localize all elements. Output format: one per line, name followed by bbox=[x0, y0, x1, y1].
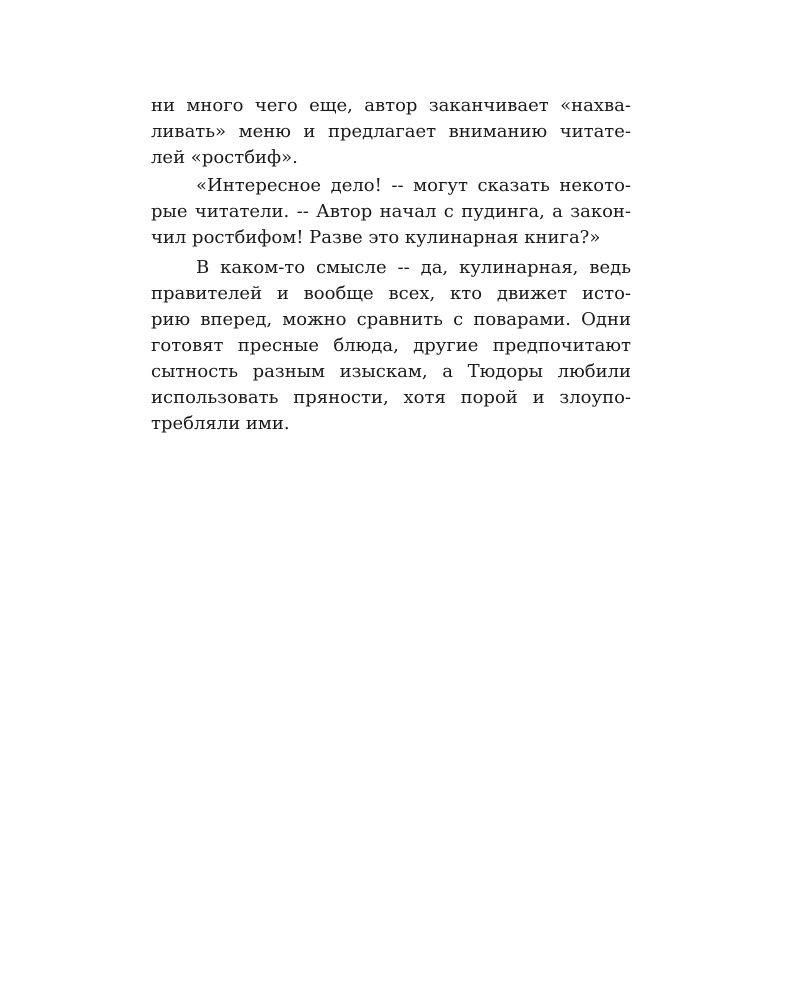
text-line: чил ростбифом! Разве это кулинарная книга?» bbox=[151, 227, 601, 248]
text-line: правителей и вообще всех, кто движет исто- bbox=[151, 283, 631, 304]
text-line: готовят пресные блюда, другие предпочитают bbox=[151, 335, 631, 356]
text-line: рые читатели. -- Автор начал с пудинга, а закон- bbox=[151, 201, 631, 222]
text-line: требляли ими. bbox=[151, 413, 290, 434]
text-line: сытность разным изыскам, а Тюдоры любили bbox=[151, 361, 631, 382]
text-line: ни много чего еще, автор заканчивает «нахва- bbox=[151, 95, 631, 116]
text-line: лей «ростбиф». bbox=[151, 147, 298, 168]
text-line: ливать» меню и предлагает вниманию читате- bbox=[151, 121, 631, 142]
text-line: В каком-то смысле -- да, кулинарная, ведь bbox=[196, 257, 631, 278]
text-line: использовать пряности, хотя порой и злоупо- bbox=[151, 387, 631, 408]
text-line: рию вперед, можно сравнить с поварами. Одни bbox=[151, 309, 631, 330]
text-line: «Интересное дело! -- могут сказать некото- bbox=[196, 175, 631, 196]
